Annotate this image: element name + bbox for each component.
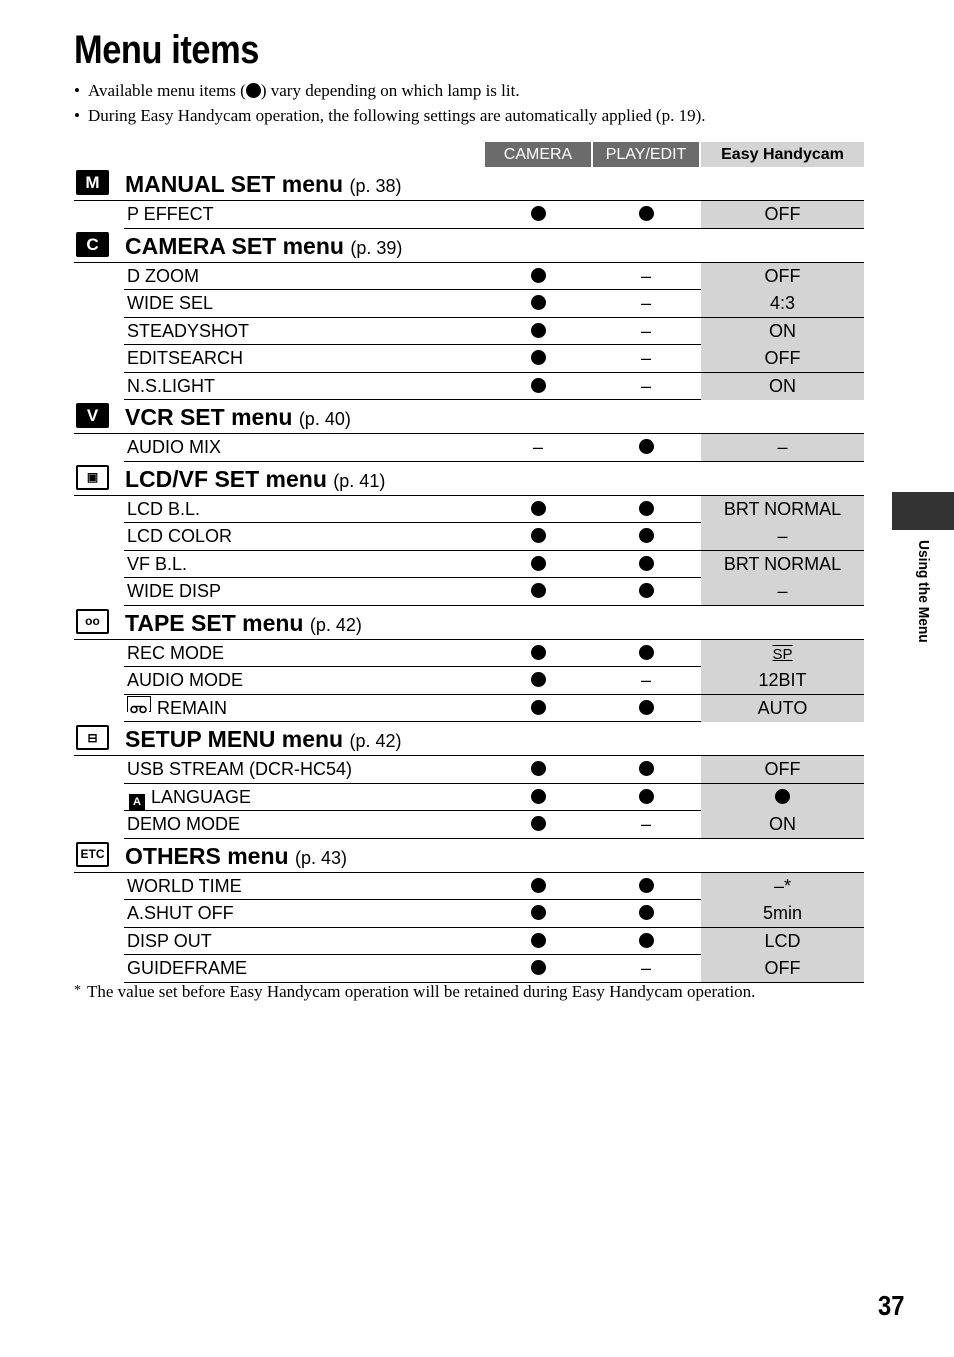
play-edit-cell	[593, 811, 699, 837]
menu-item-name: WORLD TIME	[127, 875, 242, 896]
easy-handycam-cell	[701, 756, 864, 783]
easy-handycam-cell	[701, 496, 864, 523]
cell-value: OFF	[764, 204, 801, 224]
filled-circle-icon	[639, 528, 654, 543]
table-header	[74, 142, 864, 167]
bullet-marker: •	[74, 106, 80, 125]
column-header-easy-handycam: Easy Handycam	[701, 142, 864, 167]
menu-item-label	[127, 667, 243, 693]
filled-circle-icon	[531, 378, 546, 393]
menu-section-name: VCR SET menu	[125, 404, 293, 430]
table-row	[124, 756, 864, 784]
menu-section-title	[125, 404, 351, 431]
language-icon: A	[129, 794, 145, 811]
cell-value: –	[640, 958, 651, 978]
filled-circle-icon	[531, 583, 546, 598]
filled-circle-icon	[531, 960, 546, 975]
section-tab-marker	[892, 492, 954, 530]
camera-cell	[485, 434, 591, 460]
menu-item-name: A.SHUT OFF	[127, 903, 234, 923]
filled-circle-icon	[531, 268, 546, 283]
filled-circle-icon	[531, 672, 546, 687]
easy-handycam-cell	[701, 318, 864, 345]
easy-handycam-cell	[701, 667, 864, 694]
menu-item-name: LANGUAGE	[151, 786, 252, 807]
cell-value: –	[777, 581, 788, 601]
cassette-icon	[127, 696, 151, 712]
table-row	[124, 695, 864, 723]
table-row	[124, 955, 864, 983]
easy-handycam-cell	[701, 873, 864, 900]
play-edit-cell	[593, 290, 699, 316]
easy-handycam-cell	[701, 290, 864, 317]
camera-cell	[485, 201, 591, 227]
menu-item-name: REMAIN	[157, 697, 228, 718]
menu-item-name: STEADYSHOT	[127, 320, 250, 341]
menu-section-title	[125, 610, 362, 637]
cell-value: –	[640, 375, 651, 396]
menu-item-label	[127, 928, 212, 954]
play-edit-cell	[593, 928, 699, 954]
cell-value: –	[777, 526, 788, 546]
menu-item-name: GUIDEFRAME	[127, 958, 248, 978]
menu-item-label	[127, 578, 221, 604]
table-row	[124, 784, 864, 812]
play-edit-cell	[593, 955, 699, 981]
camera-cell	[485, 955, 591, 981]
vcr-set-icon: V	[76, 403, 109, 428]
bullet-text: ) vary depending on which lamp is lit.	[260, 81, 520, 100]
camera-cell	[485, 496, 591, 522]
menu-item-label	[127, 345, 243, 371]
play-edit-cell	[593, 784, 699, 810]
others-icon: ETC	[76, 842, 109, 867]
cell-value: ON	[769, 320, 796, 341]
play-edit-cell	[593, 318, 699, 344]
filled-circle-icon	[531, 933, 546, 948]
menu-section-title	[125, 843, 347, 870]
menu-item-label	[127, 434, 221, 460]
menu-section-title	[125, 466, 385, 493]
easy-handycam-cell	[701, 434, 864, 461]
filled-circle-icon	[531, 645, 546, 660]
section-tab-label: Using the Menu	[915, 540, 932, 643]
easy-handycam-cell	[701, 928, 864, 955]
menu-item-name: AUDIO MIX	[127, 437, 222, 457]
menu-item-name: EDITSEARCH	[127, 348, 244, 368]
easy-handycam-cell	[701, 955, 864, 982]
cell-value: –*	[773, 875, 791, 896]
menu-item-name: REC MODE	[127, 642, 225, 663]
bullet-text: Available menu items (	[88, 81, 246, 100]
menu-item-name: USB STREAM (DCR-HC54)	[127, 759, 353, 779]
menu-section-page-ref: (p. 39)	[350, 237, 403, 258]
play-edit-cell	[593, 263, 699, 289]
play-edit-cell	[593, 667, 699, 693]
play-edit-cell	[593, 640, 699, 666]
filled-circle-icon	[639, 645, 654, 660]
menu-section-page-ref: (p. 43)	[294, 847, 347, 868]
menu-item-label	[127, 640, 224, 666]
filled-circle-icon	[531, 789, 546, 804]
table-row	[124, 201, 864, 229]
menu-item-label	[127, 496, 200, 522]
table-row	[124, 318, 864, 346]
bullet-item	[74, 105, 894, 130]
filled-circle-icon	[531, 905, 546, 920]
filled-circle-icon	[639, 933, 654, 948]
menu-item-name: DEMO MODE	[127, 814, 241, 834]
filled-circle-icon	[639, 789, 654, 804]
menu-section-title	[125, 233, 402, 260]
filled-circle-icon	[639, 501, 654, 516]
cell-value: 4:3	[769, 293, 796, 313]
column-header-play-edit: PLAY/EDIT	[593, 142, 699, 167]
cell-value: OFF	[764, 958, 801, 978]
menu-section-page-ref: (p. 42)	[309, 614, 362, 635]
filled-circle-icon	[639, 206, 654, 221]
bullet-text: During Easy Handycam operation, the following settings are automatically applied (p. 19).	[88, 106, 706, 125]
table-row	[124, 900, 864, 928]
camera-cell	[485, 640, 591, 666]
filled-circle-icon	[639, 878, 654, 893]
menu-item-name: AUDIO MODE	[127, 670, 244, 690]
menu-item-label	[127, 290, 213, 316]
camera-set-icon: C	[76, 232, 109, 257]
easy-handycam-cell	[701, 263, 864, 290]
easy-handycam-cell	[701, 551, 864, 578]
bullet-item	[74, 80, 894, 105]
filled-circle-icon	[639, 905, 654, 920]
camera-cell	[485, 263, 591, 289]
menu-item-label	[127, 873, 242, 899]
camera-cell	[485, 928, 591, 954]
camera-cell	[485, 551, 591, 577]
play-edit-cell	[593, 345, 699, 371]
menu-section-header	[74, 400, 864, 434]
menu-item-label	[127, 201, 214, 227]
menu-section-page-ref: (p. 40)	[298, 409, 351, 429]
cell-value: –	[640, 293, 651, 313]
cell-value: –	[640, 265, 651, 286]
play-edit-cell	[593, 523, 699, 549]
table-row	[124, 345, 864, 373]
cell-value: 5min	[762, 903, 802, 923]
play-edit-cell	[593, 756, 699, 782]
camera-cell	[485, 318, 591, 344]
filled-circle-icon	[531, 700, 546, 715]
footnote-text: The value set before Easy Handycam operation will be retained during Easy Handycam operation.	[87, 982, 756, 1001]
filled-circle-icon	[639, 700, 654, 715]
menu-section-name: OTHERS menu	[125, 842, 289, 869]
cell-value: –	[640, 670, 651, 690]
cell-value: ON	[769, 375, 796, 396]
menu-item-label	[127, 900, 234, 926]
manual-set-icon: M	[76, 170, 109, 195]
filled-circle-icon	[639, 556, 654, 571]
play-edit-cell	[593, 201, 699, 227]
play-edit-cell	[593, 695, 699, 721]
filled-circle-icon	[639, 761, 654, 776]
menu-section-header	[74, 722, 864, 756]
cell-value: OFF	[764, 759, 801, 779]
play-edit-cell	[593, 873, 699, 899]
menu-section-page-ref: (p. 38)	[349, 176, 402, 196]
table-row	[124, 263, 864, 291]
cell-value: –	[640, 348, 651, 368]
menu-section-header	[74, 229, 864, 263]
menu-item-label	[127, 523, 232, 549]
menu-item-label	[127, 955, 247, 981]
page-title: Menu items	[74, 28, 259, 72]
menu-item-label	[127, 551, 187, 577]
easy-handycam-cell	[701, 523, 864, 550]
table-row	[124, 290, 864, 318]
table-row	[124, 640, 864, 668]
menu-item-name: VF B.L.	[127, 553, 188, 574]
cell-value: 12BIT	[758, 670, 807, 690]
menu-item-label	[127, 263, 199, 289]
menu-item-label	[127, 811, 240, 837]
cell-value: SP	[772, 645, 793, 663]
menu-item-label	[127, 695, 227, 721]
camera-cell	[485, 667, 591, 693]
play-edit-cell	[593, 434, 699, 460]
menu-section-name: MANUAL SET menu	[125, 171, 344, 197]
menu-section-title	[125, 726, 402, 753]
menu-section-header	[74, 462, 864, 496]
menu-item-label	[127, 373, 215, 399]
menu-item-label	[127, 318, 249, 344]
table-row	[124, 496, 864, 524]
menu-item-label	[127, 756, 352, 782]
cell-value: BRT NORMAL	[723, 498, 842, 519]
footnote	[74, 982, 755, 1002]
camera-cell	[485, 873, 591, 899]
camera-cell	[485, 578, 591, 604]
filled-circle-icon	[639, 583, 654, 598]
menu-item-name: WIDE DISP	[127, 581, 222, 601]
table-row	[124, 811, 864, 839]
footnote-marker: *	[74, 983, 81, 998]
menu-section-page-ref: (p. 41)	[333, 470, 386, 491]
page-number: 37	[878, 1290, 905, 1321]
cell-value: –	[777, 437, 788, 457]
table-row	[124, 928, 864, 956]
menu-item-name: D ZOOM	[127, 265, 199, 286]
filled-circle-icon	[531, 206, 546, 221]
menu-item-label	[129, 784, 251, 810]
filled-circle-icon	[531, 295, 546, 310]
menu-section-title	[125, 171, 402, 198]
camera-cell	[485, 695, 591, 721]
easy-handycam-cell	[701, 784, 864, 811]
cell-value: –	[532, 437, 543, 457]
camera-cell	[485, 900, 591, 926]
easy-handycam-cell	[701, 640, 864, 667]
table-row	[124, 873, 864, 901]
camera-cell	[485, 345, 591, 371]
menu-item-name: LCD B.L.	[127, 498, 201, 519]
play-edit-cell	[593, 496, 699, 522]
cell-value: –	[640, 814, 651, 834]
easy-handycam-cell	[701, 900, 864, 927]
menu-section-name: CAMERA SET menu	[125, 232, 344, 259]
intro-bullets	[74, 80, 894, 130]
menu-section-name: SETUP MENU menu	[125, 726, 344, 752]
menu-section-name: LCD/VF SET menu	[125, 465, 327, 492]
filled-circle-icon	[639, 439, 654, 454]
table-row	[124, 578, 864, 606]
menu-item-name: P EFFECT	[127, 204, 214, 224]
filled-circle-icon	[531, 816, 546, 831]
cell-value: BRT NORMAL	[723, 553, 842, 574]
menu-item-name: N.S.LIGHT	[127, 375, 216, 396]
bullet-marker: •	[74, 81, 80, 100]
cell-value: ON	[769, 814, 796, 834]
camera-cell	[485, 523, 591, 549]
table-row	[124, 667, 864, 695]
easy-handycam-cell	[701, 695, 864, 722]
column-header-camera: CAMERA	[485, 142, 591, 167]
filled-circle-icon	[775, 789, 790, 804]
filled-circle-icon	[531, 350, 546, 365]
filled-circle-icon	[246, 83, 261, 98]
menu-section-header	[74, 839, 864, 873]
camera-cell	[485, 756, 591, 782]
filled-circle-icon	[531, 556, 546, 571]
menu-item-name: WIDE SEL	[127, 293, 214, 313]
menu-item-name: LCD COLOR	[127, 526, 233, 546]
camera-cell	[485, 290, 591, 316]
menu-section-header	[74, 606, 864, 640]
table-row	[124, 434, 864, 462]
cell-value: LCD	[764, 930, 801, 951]
play-edit-cell	[593, 551, 699, 577]
setup-menu-icon: ⊟	[76, 725, 109, 750]
filled-circle-icon	[531, 761, 546, 776]
menu-section-name: TAPE SET menu	[125, 609, 304, 636]
cell-value: OFF	[764, 348, 801, 368]
menu-section-header	[74, 167, 864, 201]
table-row	[124, 523, 864, 551]
easy-handycam-cell	[701, 811, 864, 838]
menu-item-name: DISP OUT	[127, 930, 212, 951]
cell-value: –	[640, 320, 651, 341]
tape-set-icon: oo	[76, 609, 109, 634]
play-edit-cell	[593, 373, 699, 399]
lcd-vf-set-icon: ▣	[76, 465, 109, 490]
camera-cell	[485, 811, 591, 837]
easy-handycam-cell	[701, 201, 864, 228]
play-edit-cell	[593, 578, 699, 604]
cell-value: AUTO	[757, 697, 808, 718]
play-edit-cell	[593, 900, 699, 926]
menu-section-page-ref: (p. 42)	[349, 731, 402, 751]
easy-handycam-cell	[701, 578, 864, 605]
filled-circle-icon	[531, 323, 546, 338]
filled-circle-icon	[531, 501, 546, 516]
table-row	[124, 551, 864, 579]
filled-circle-icon	[531, 878, 546, 893]
table-row	[124, 373, 864, 401]
camera-cell	[485, 373, 591, 399]
filled-circle-icon	[531, 528, 546, 543]
menu-items-table	[74, 142, 864, 983]
easy-handycam-cell	[701, 345, 864, 372]
cell-value: OFF	[764, 265, 801, 286]
camera-cell	[485, 784, 591, 810]
easy-handycam-cell	[701, 373, 864, 400]
